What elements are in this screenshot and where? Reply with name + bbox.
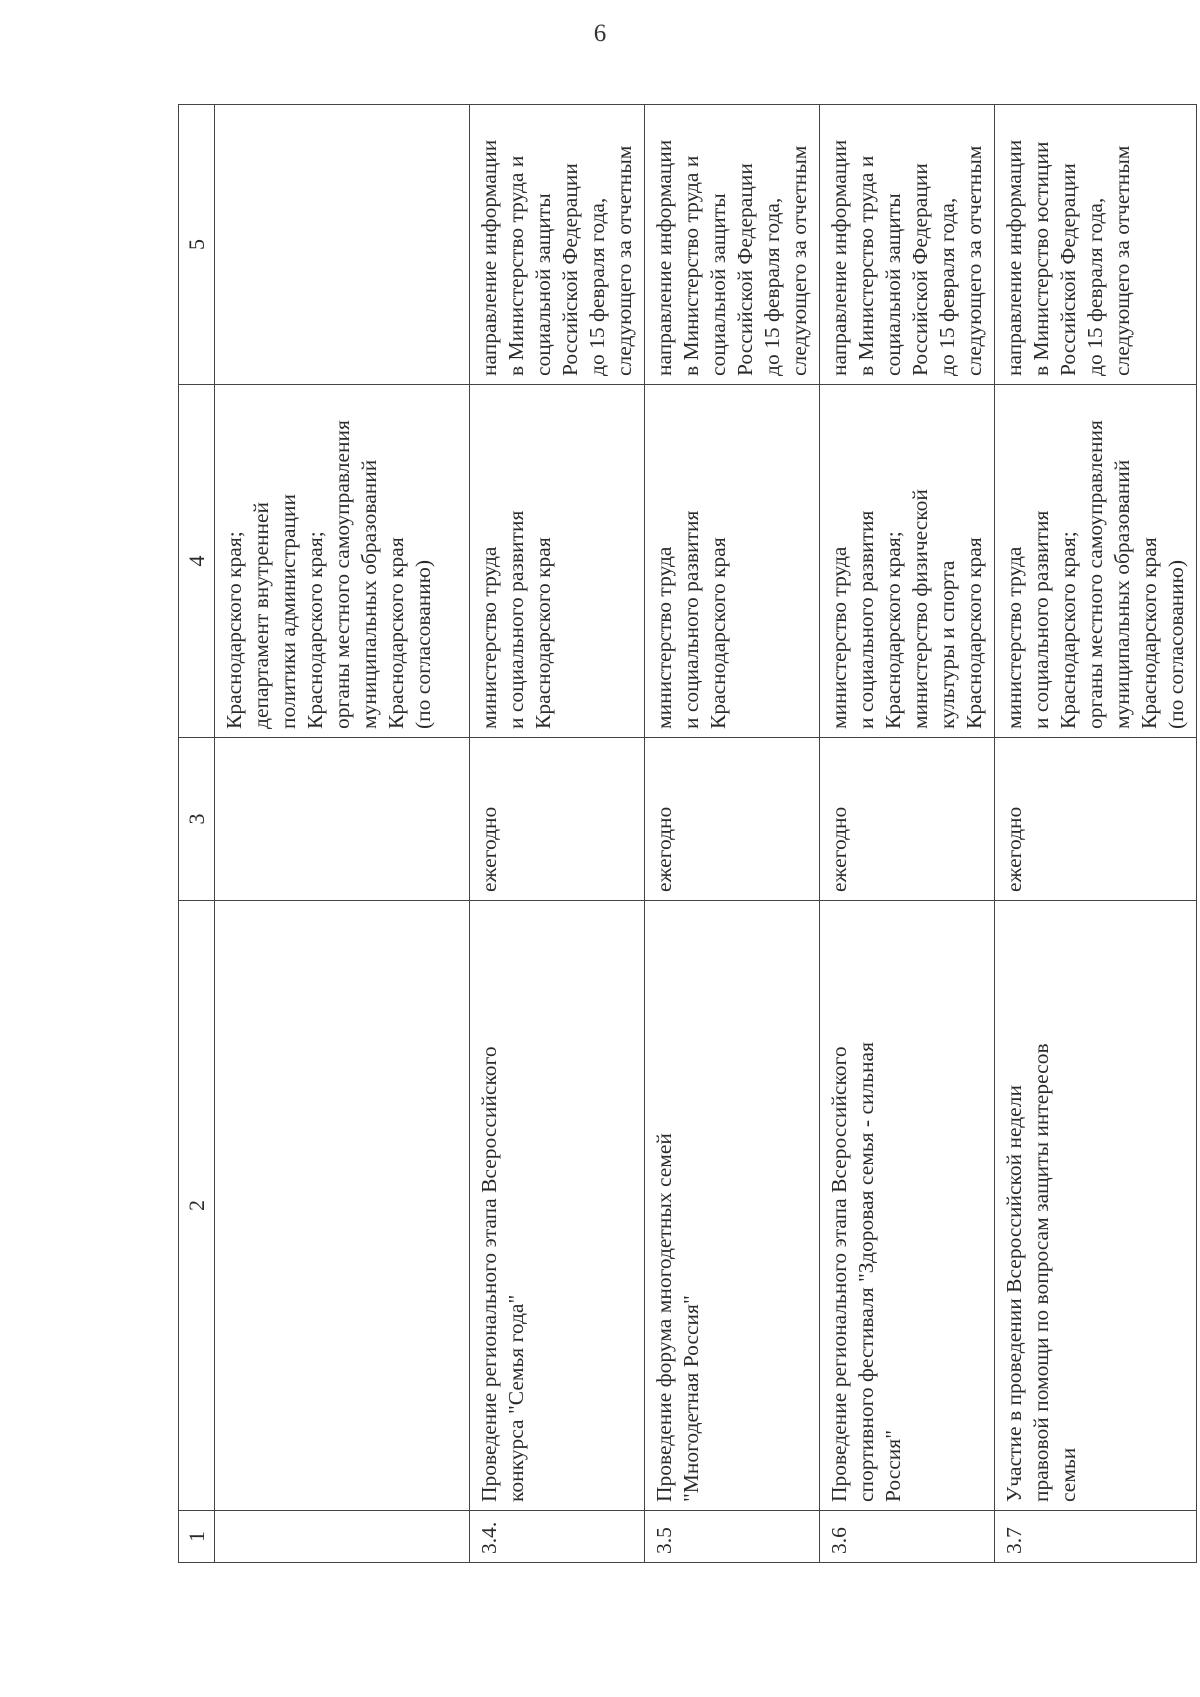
event-line: спортивного фестиваля "Здоровая семья - сильная bbox=[854, 1042, 878, 1502]
table-row bbox=[820, 105, 995, 1563]
reporting-line: социальной защиты bbox=[881, 193, 905, 376]
event-cell bbox=[470, 901, 645, 1511]
reporting-line: направление информации bbox=[477, 139, 501, 376]
reporting-line: в Министерство юстиции bbox=[1029, 141, 1053, 376]
row-number: 3.4. bbox=[470, 1511, 645, 1563]
reporting-cell bbox=[995, 105, 1197, 385]
reporting-line: до 15 февраля года, bbox=[760, 197, 784, 376]
event-line: "Многодетная Россия" bbox=[679, 1295, 703, 1502]
executors-line: Краснодарского края bbox=[706, 537, 730, 729]
reporting-line: в Министерство труда и bbox=[679, 155, 703, 376]
reporting-line: следующего за отчетным bbox=[962, 145, 986, 376]
executors-cell bbox=[995, 385, 1197, 738]
reporting-cell bbox=[645, 105, 820, 385]
header-col-1: 1 bbox=[179, 1511, 215, 1563]
executors-line: министерство физической bbox=[908, 489, 932, 729]
header-col-5: 5 bbox=[179, 105, 215, 385]
reporting-line: следующего за отчетным bbox=[1110, 145, 1134, 376]
executors-line: департамент внутренней bbox=[249, 501, 273, 729]
event-line: Проведение регионального этапа Всероссийского bbox=[477, 1046, 501, 1502]
reporting-line: Российской Федерации bbox=[908, 163, 932, 376]
reporting-cell bbox=[215, 105, 470, 385]
table-header-row bbox=[179, 105, 215, 1563]
executors-line: и социального развития bbox=[504, 510, 528, 729]
page-number: 6 bbox=[593, 20, 607, 47]
table-row bbox=[215, 105, 470, 1563]
event-line: конкурса "Семья года" bbox=[504, 1294, 528, 1502]
executors-line: и социального развития bbox=[679, 510, 703, 729]
reporting-line: в Министерство труда и bbox=[854, 155, 878, 376]
event-line: Проведение форума многодетных семей bbox=[652, 1133, 676, 1502]
event-cell bbox=[820, 901, 995, 1511]
reporting-line: следующего за отчетным bbox=[612, 145, 636, 376]
reporting-line: Российской Федерации bbox=[1056, 163, 1080, 376]
event-line: Россия" bbox=[881, 1430, 905, 1502]
executors-line: Краснодарского края; bbox=[222, 531, 246, 729]
reporting-line: направление информации bbox=[827, 139, 851, 376]
reporting-line: направление информации bbox=[1002, 139, 1026, 376]
period-cell: ежегодно bbox=[645, 738, 820, 901]
reporting-line: социальной защиты bbox=[531, 193, 555, 376]
executors-line: муниципальных образований bbox=[1110, 459, 1134, 729]
row-number bbox=[215, 1511, 470, 1563]
reporting-line: направление информации bbox=[652, 139, 676, 376]
executors-line: и социального развития bbox=[1029, 510, 1053, 729]
event-cell bbox=[995, 901, 1197, 1511]
event-line: Участие в проведении Всероссийской недели bbox=[1002, 1085, 1026, 1502]
event-line: Проведение регионального этапа Всероссийского bbox=[827, 1046, 851, 1502]
reporting-cell bbox=[470, 105, 645, 385]
row-number: 3.5 bbox=[645, 1511, 820, 1563]
row-number: 3.7 bbox=[995, 1511, 1197, 1563]
executors-line: политики администрации bbox=[276, 493, 300, 729]
period-cell: ежегодно bbox=[820, 738, 995, 901]
table-row bbox=[470, 105, 645, 1563]
period-cell: ежегодно bbox=[995, 738, 1197, 901]
executors-line: Краснодарского края bbox=[384, 537, 408, 729]
header-col-2: 2 bbox=[179, 901, 215, 1511]
executors-line: органы местного самоуправления bbox=[1083, 420, 1107, 729]
executors-cell bbox=[645, 385, 820, 738]
executors-line: Краснодарского края bbox=[531, 537, 555, 729]
executors-line: органы местного самоуправления bbox=[330, 420, 354, 729]
table-row bbox=[995, 105, 1197, 1563]
event-line: правовой помощи по вопросам защиты интересов bbox=[1029, 1043, 1053, 1502]
executors-line: министерство труда bbox=[827, 546, 851, 729]
executors-line: Краснодарского края; bbox=[303, 531, 327, 729]
executors-line: министерство труда bbox=[1002, 546, 1026, 729]
executors-line: Краснодарского края; bbox=[881, 531, 905, 729]
period-cell: ежегодно bbox=[470, 738, 645, 901]
reporting-line: в Министерство труда и bbox=[504, 155, 528, 376]
event-line: семьи bbox=[1056, 1447, 1080, 1502]
executors-cell bbox=[820, 385, 995, 738]
executors-line: министерство труда bbox=[477, 546, 501, 729]
executors-line: министерство труда bbox=[652, 546, 676, 729]
event-cell bbox=[215, 901, 470, 1511]
header-col-4: 4 bbox=[179, 385, 215, 738]
reporting-line: следующего за отчетным bbox=[787, 145, 811, 376]
executors-line: культуры и спорта bbox=[935, 560, 959, 729]
table-row bbox=[645, 105, 820, 1563]
rotated-table-container bbox=[178, 105, 1188, 1563]
executors-line: Краснодарского края; bbox=[1056, 531, 1080, 729]
executors-line: Краснодарского края bbox=[1137, 537, 1161, 729]
executors-cell bbox=[470, 385, 645, 738]
executors-line: (по согласованию) bbox=[1164, 559, 1188, 729]
period-cell bbox=[215, 738, 470, 901]
executors-line: (по согласованию) bbox=[411, 559, 435, 729]
reporting-cell bbox=[820, 105, 995, 385]
reporting-line: Российской Федерации bbox=[558, 163, 582, 376]
executors-line: и социального развития bbox=[854, 510, 878, 729]
reporting-line: до 15 февраля года, bbox=[585, 197, 609, 376]
executors-line: Краснодарского края bbox=[962, 537, 986, 729]
event-cell bbox=[645, 901, 820, 1511]
executors-line: муниципальных образований bbox=[357, 459, 381, 729]
plan-table bbox=[178, 104, 1197, 1563]
row-number: 3.6 bbox=[820, 1511, 995, 1563]
executors-cell bbox=[215, 385, 470, 738]
reporting-line: социальной защиты bbox=[706, 193, 730, 376]
reporting-line: до 15 февраля года, bbox=[935, 197, 959, 376]
reporting-line: Российской Федерации bbox=[733, 163, 757, 376]
reporting-line: до 15 февраля года, bbox=[1083, 197, 1107, 376]
header-col-3: 3 bbox=[179, 738, 215, 901]
